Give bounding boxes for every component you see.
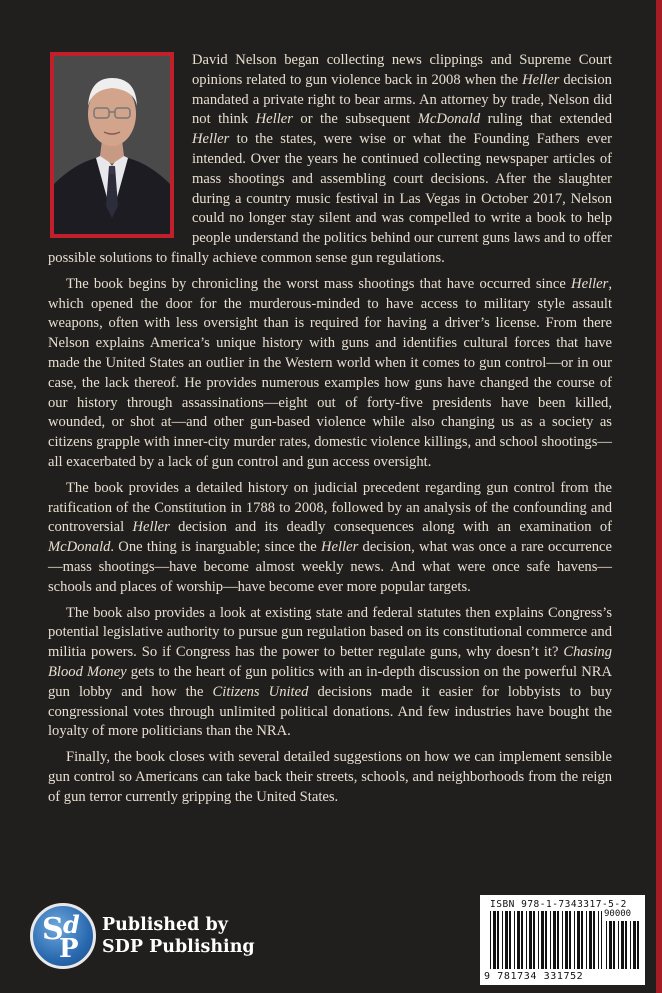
paragraph-conclusion <box>48 748 612 807</box>
logo-letter-s: S <box>42 912 64 947</box>
italic-title: Citizens United <box>212 683 309 700</box>
addon-barcode-bars <box>606 921 640 969</box>
isbn-barcode <box>480 895 645 985</box>
text-run: Finally, the book closes with several detailed suggestions on how we can implement sensible gun control so Americans can take back their streets, schools, and neighborhoods from the reign of gun terror currently gripping the United States. <box>48 749 612 805</box>
logo-letter-p: P <box>59 934 79 964</box>
logo-letter-d: d <box>63 910 80 939</box>
barcode-digits: 9 781734 331752 <box>484 971 584 982</box>
text-run: decision mandated a private right to bear arms. An attorney by trade, Nelson did not think <box>192 71 612 128</box>
cover-spine-edge <box>656 0 662 993</box>
paragraph-book-begins <box>48 275 612 473</box>
text-run: . One thing is inarguable; since the <box>110 539 321 556</box>
italic-title: Chasing Blood Money <box>48 644 612 680</box>
publisher-name: SDP Publishing <box>102 937 255 957</box>
back-cover-text <box>48 51 612 807</box>
author-photo <box>50 52 174 238</box>
italic-title: Heller <box>255 111 293 128</box>
italic-title: Heller <box>522 71 560 88</box>
sdp-logo-icon <box>30 903 96 969</box>
text-run: The book also provides a look at existing state and federal statutes then explains Congress’s potential legislative authority to pursue gun regulation based on its constitutional commerce and militia powers. So if Congress has the power to better regulate guns, why doesn’t it? <box>48 604 612 661</box>
italic-title: Heller <box>320 539 359 556</box>
text-run: , which opened the door for the murderous-minded to have access to military style assault weapons, often with less oversight than is required for having a driver’s license. From there Nelson explains America’s unique history with guns and identifies cultural forces that have made the United States an outlier in the Western world when it comes to gun control—or in our case, the lack thereof. He provides numerous examples how guns have changed the course of our history through assassinations—eight out of forty-five presidents have been killed, wounded, or shot at—and other gun-based violence while also changing us as a society as citizens grapple with inner-city murder rates, domestic violence killings, and school shootings—all exacerbated by a lack of gun control and gun access oversight. <box>48 275 612 470</box>
text-run: decision, what was once a rare occurrence—mass shootings—have become almost weekly news. And what were once safe havens—schools and places of worship—have become ever more popular targets. <box>48 539 612 595</box>
paragraph-judicial-history <box>48 479 612 598</box>
italic-title: McDonald <box>417 111 481 128</box>
publisher-text <box>102 914 255 958</box>
text-run: The book provides a detailed history on judicial precedent regarding gun control from the ratification of the Constitution in 1788 to 2008, followed by an analysis of the confounding and controversial <box>48 479 612 536</box>
italic-title: McDonald <box>48 539 111 556</box>
text-run: The book begins by chronicling the worst mass shootings that have occurred since <box>66 275 572 292</box>
publisher-block <box>30 903 255 969</box>
text-run: ruling that extended <box>480 111 612 128</box>
italic-title: Heller <box>132 519 170 536</box>
text-run: to the states, were wise or what the Founding Fathers ever intended. Over the years he continued collecting newspaper articles of mass shootings and assembling court decisions. After the slaughter during a country music festival in Las Vegas in October 2017, Nelson could no longer stay silent and was compelled to write a book to help people understand the politics behind our current guns laws and to offer possible solutions to finally achieve common sense gun regulations. <box>48 131 612 266</box>
published-by-label: Published by <box>102 915 228 935</box>
italic-title: Heller <box>192 131 230 148</box>
text-run: David Nelson began collecting news clippings and Supreme Court opinions related to gun violence back in 2008 when the <box>192 52 612 88</box>
barcode-bars <box>490 911 602 969</box>
text-run: gets to the heart of gun politics with an in-depth discussion on the powerful NRA gun lobby and how the <box>48 663 613 700</box>
italic-title: Heller <box>571 275 609 292</box>
text-run: or the subsequent <box>292 111 418 128</box>
barcode-addon: 90000 <box>604 909 632 919</box>
author-portrait-image <box>54 56 170 234</box>
text-run: decision and its deadly consequences along with an examination of <box>169 519 612 536</box>
text-run: decisions made it easier for lobbyists to buy congressional votes through unlimited political donations. And few industries have bought the loyalty of more politicians than the NRA. <box>48 683 612 740</box>
paragraph-statutes <box>48 604 612 743</box>
isbn-label: ISBN 978-1-7343317-5-2 <box>490 899 627 910</box>
